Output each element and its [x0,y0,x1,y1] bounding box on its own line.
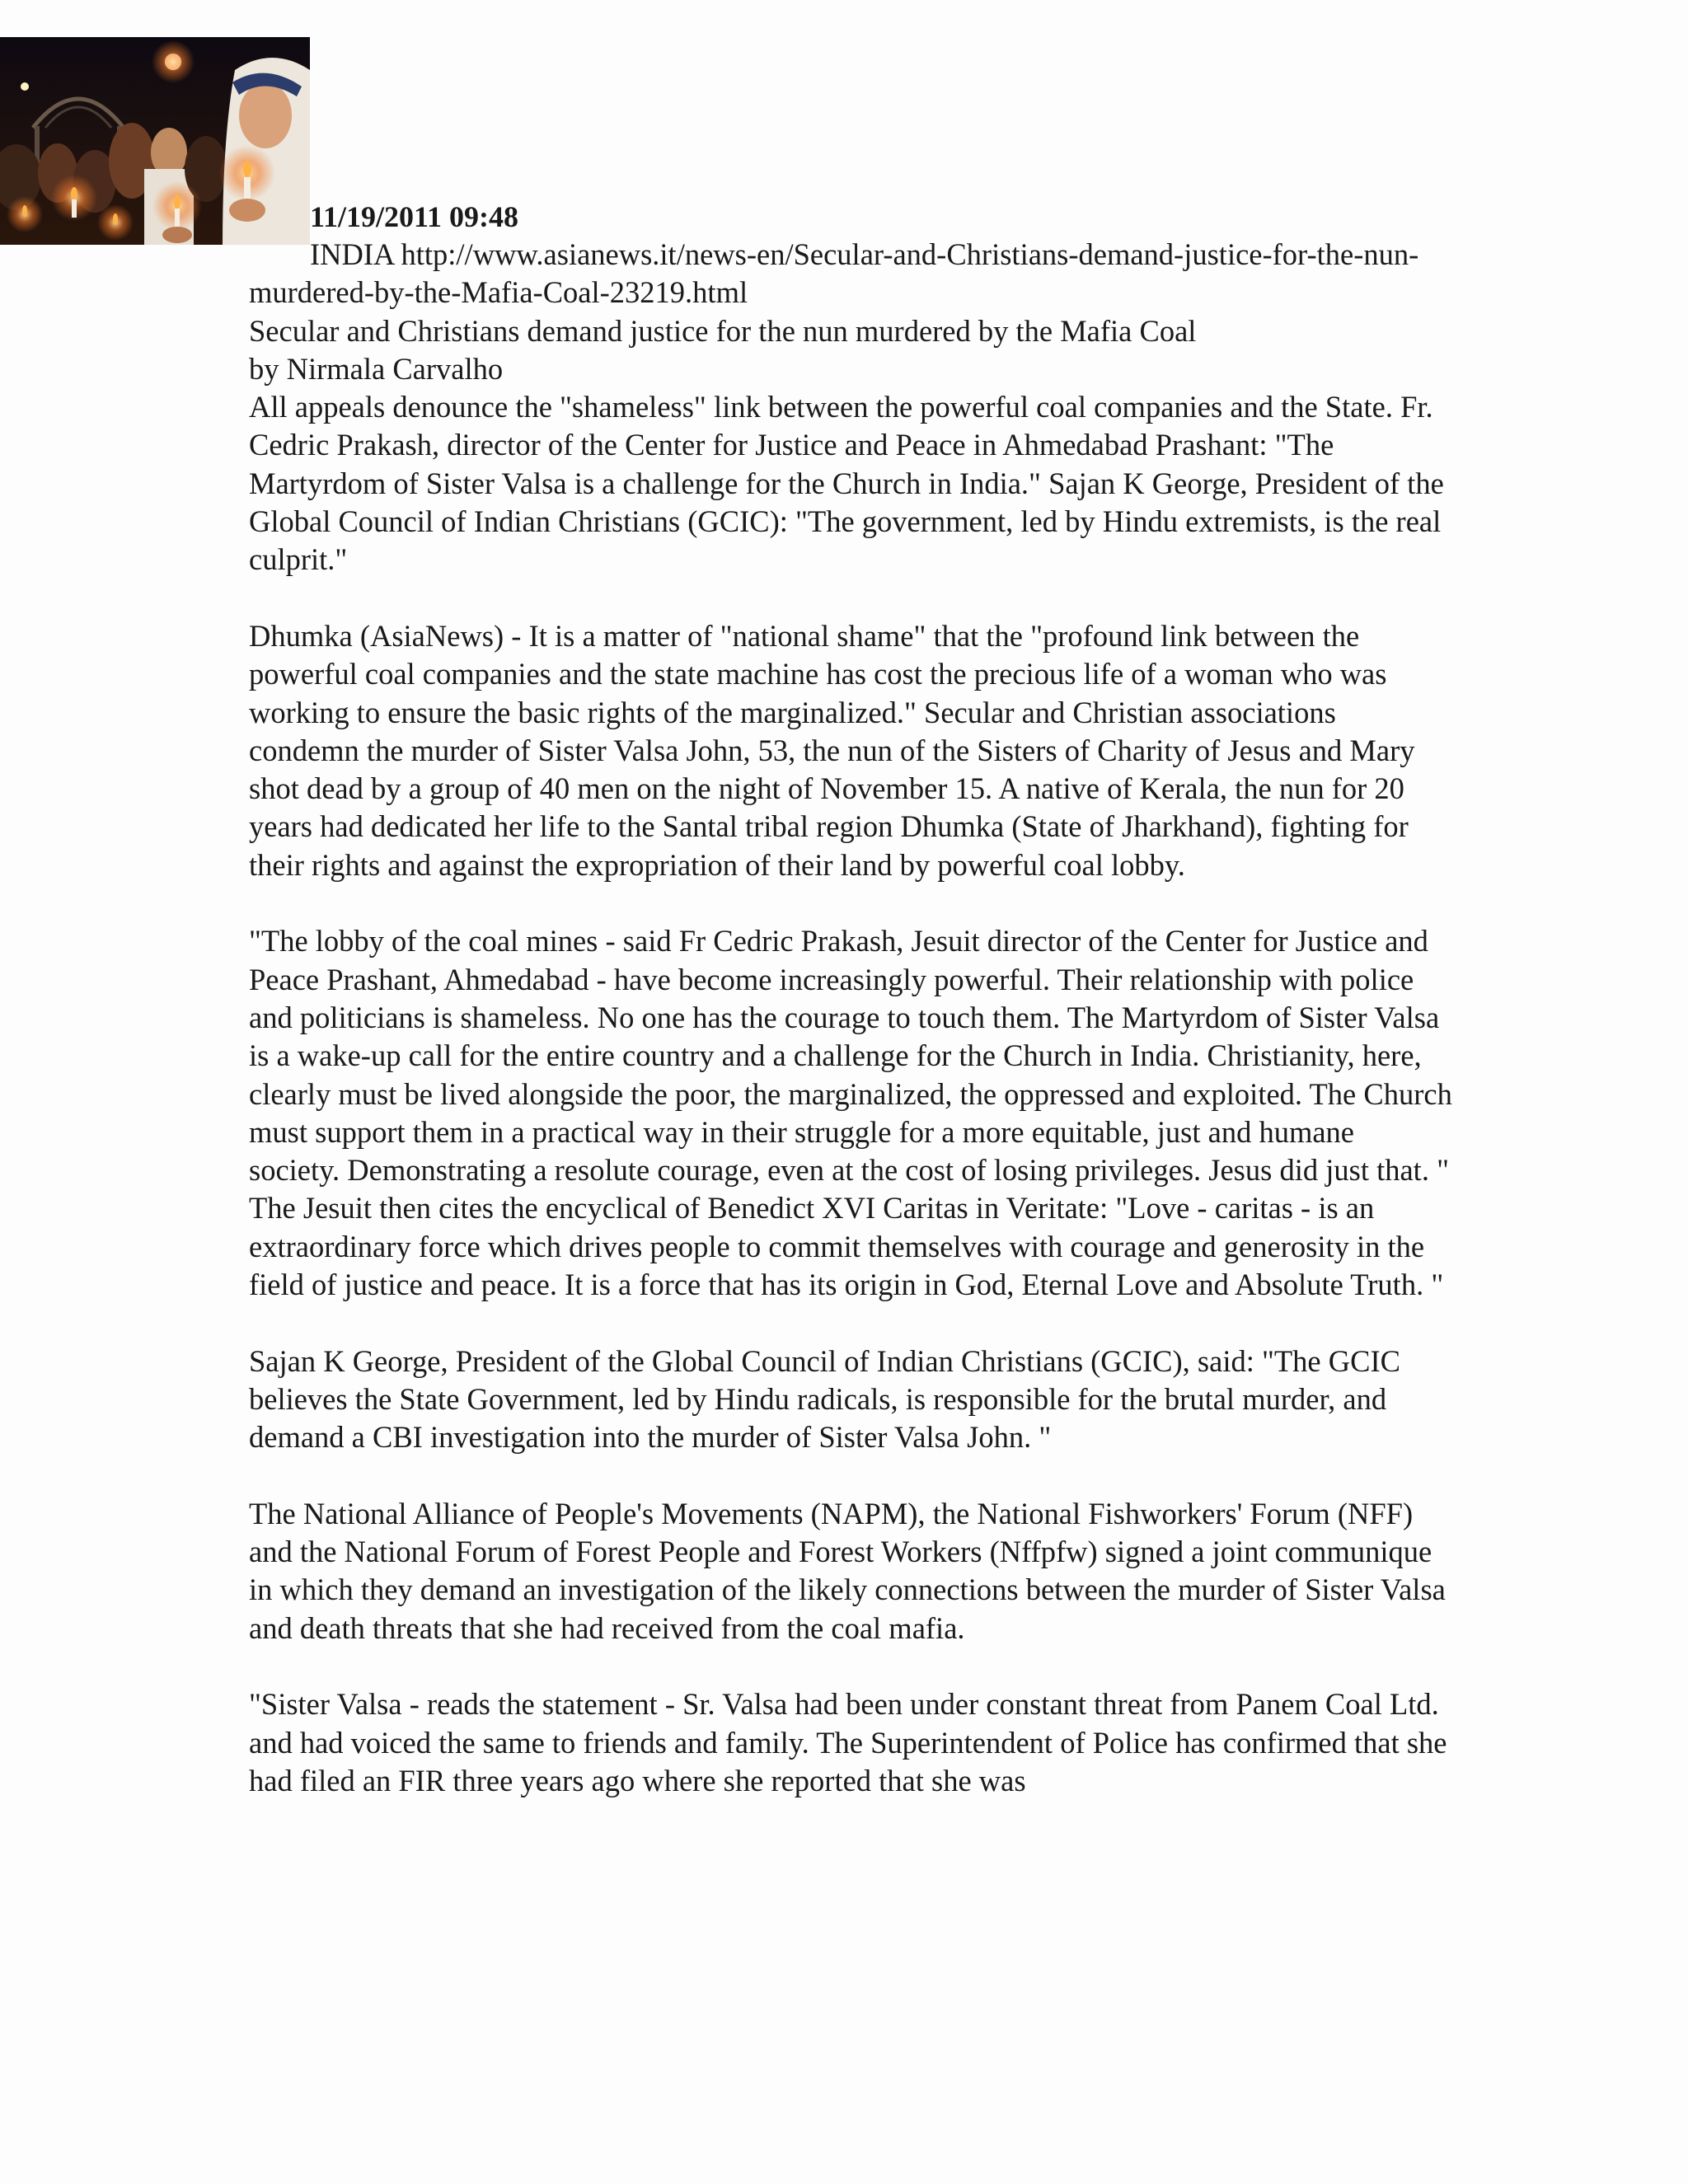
article-paragraph: "The lobby of the coal mines - said Fr Cedric Prakash, Jesuit director of the Center for Justice and Peace Prashant, Ahmedabad - have become increasingly powerful. Their relationship with police and politicians is shameless. No one has the courage to touch them. The Martyrdom of Sister Valsa is a wake-up call for the entire country and a challenge for the Church in India. Christianity, here, clearly must be lived alongside the poor, the marginalized, the oppressed and exploited. The Church must support them in a practical way in their struggle for a more equitable, just and humane society. Demonstrating a resolute courage, even at the cost of losing privileges. Jesus did just that. " The Jesuit then cites the encyclical of Benedict XVI Caritas in Veritate: "Love - caritas - is an extraordinary force which drives people to commit themselves with courage and generosity in the field of justice and peace. It is a force that has its origin in God, Eternal Love and Absolute Truth. " [249,924,1452,1302]
article-paragraph: The National Alliance of People's Movements (NAPM), the National Fishworkers' Forum (NFF) and the National Forum of Forest People and Forest Workers (Nffpfw) signed a joint communique in which they demand an investigation of the likely connections between the murder of Sister Valsa and death threats that she had received from the coal mafia. [249,1496,1446,1645]
article-paragraph: Sajan K George, President of the Global Council of Indian Christians (GCIC), said: "The GCIC believes the State Government, led by Hindu radicals, is responsible for the brutal murder, and demand a CBI investigation into the murder of Sister Valsa John. " [249,1343,1400,1455]
source-url-line: INDIA http://www.asianews.it/news-en/Secular-and-Christians-demand-justice-for-the-nun-murdered-by-the-Mafia-Coal-23219.html [249,237,1419,310]
article-datestamp: 11/19/2011 09:48 [310,200,519,233]
article-byline: by Nirmala Carvalho [249,351,504,386]
article-headline: Secular and Christians demand justice for the nun murdered by the Mafia Coal [249,313,1197,348]
article-body [249,236,1452,1800]
candlelight-vigil-photo [0,37,310,245]
article-paragraph: "Sister Valsa - reads the statement - Sr. Valsa had been under constant threat from Panem Coal Ltd. and had voiced the same to friends and family. The Superintendent of Police has confirmed that she had filed an FIR three years ago where she reported that she was [249,1687,1447,1797]
article-summary: All appeals denounce the "shameless" link between the powerful coal companies and the State. Fr. Cedric Prakash, director of the Center for Justice and Peace in Ahmedabad Prashant: "The Martyrdom of Sister Valsa is a challenge for the Church in India." Sajan K George, President of the Global Council of Indian Christians (GCIC): "The government, led by Hindu extremists, is the real culprit." [249,390,1444,577]
article-paragraph: Dhumka (AsiaNews) - It is a matter of "national shame" that the "profound link between the powerful coal companies and the state machine has cost the precious life of a woman who was working to ensure the basic rights of the marginalized." Secular and Christian associations condemn the murder of Sister Valsa John, 53, the nun of the Sisters of Charity of Jesus and Mary shot dead by a group of 40 men on the night of November 15. A native of Kerala, the nun for 20 years had dedicated her life to the Santal tribal region Dhumka (State of Jharkhand), fighting for their rights and against the expropriation of their land by powerful coal lobby. [249,618,1415,882]
